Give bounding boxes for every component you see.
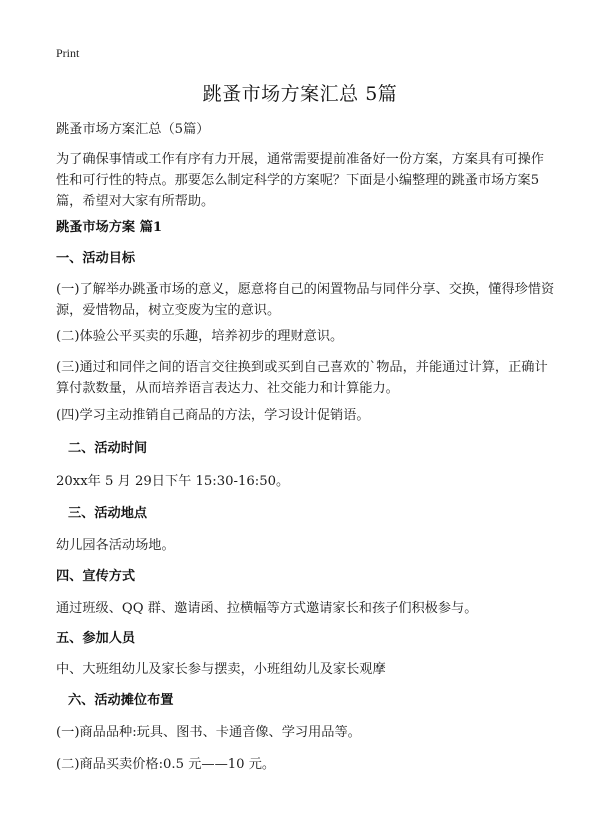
intro-paragraph: 为了确保事情或工作有序有力开展，通常需要提前准备好一份方案，方案具有可操作性和可行性的特点。那要怎么制定科学的方案呢？下面是小编整理的跳蚤市场方案5篇，希望对大家有所帮助。 bbox=[56, 152, 544, 209]
section-heading-booth: 六、活动摊位布置 bbox=[68, 693, 174, 708]
goal-paragraph-1: (一)了解举办跳蚤市场的意义，愿意将自己的闲置物品与同伴分享、交换，懂得珍惜资源，爱惜物品，树立变废为宝的意识。 bbox=[56, 282, 555, 318]
section-heading-goals: 一、活动目标 bbox=[56, 251, 136, 266]
promotion-paragraph: 通过班级、QQ 群、邀请函、拉横幅等方式邀请家长和孩子们积极参与。 bbox=[56, 601, 478, 616]
section-heading-time: 二、活动时间 bbox=[68, 441, 148, 456]
document-title: 跳蚤市场方案汇总 5篇 bbox=[202, 83, 398, 105]
goal-paragraph-2: (二)体验公平买卖的乐趣，培养初步的理财意识。 bbox=[56, 329, 344, 344]
goal-paragraph-3: (三)通过和同伴之间的语言交往换到或买到自己喜欢的`物品，并能通过计算，正确计算付款数量，从而培养语言表达力、社交能力和计算能力。 bbox=[56, 360, 548, 396]
section-heading-promotion: 四、宣传方式 bbox=[56, 569, 136, 584]
part-title: 跳蚤市场方案 篇1 bbox=[56, 220, 163, 235]
section-heading-participants: 五、参加人员 bbox=[56, 631, 136, 646]
location-paragraph: 幼儿园各活动场地。 bbox=[56, 538, 175, 553]
goal-paragraph-4: (四)学习主动推销自己商品的方法，学习设计促销语。 bbox=[56, 408, 370, 423]
time-paragraph: 20xx年 5 月 29日下午 15:30-16:50。 bbox=[56, 474, 290, 489]
booth-paragraph-2: (二)商品买卖价格:0.5 元——10 元。 bbox=[56, 757, 276, 772]
booth-paragraph-1: (一)商品品种:玩具、图书、卡通音像、学习用品等。 bbox=[56, 725, 361, 740]
participants-paragraph: 中、大班组幼儿及家长参与摆卖，小班组幼儿及家长观摩 bbox=[56, 662, 386, 677]
section-heading-location: 三、活动地点 bbox=[68, 506, 148, 521]
document-subtitle: 跳蚤市场方案汇总（5篇） bbox=[56, 122, 210, 137]
print-link[interactable]: Print bbox=[56, 46, 80, 60]
